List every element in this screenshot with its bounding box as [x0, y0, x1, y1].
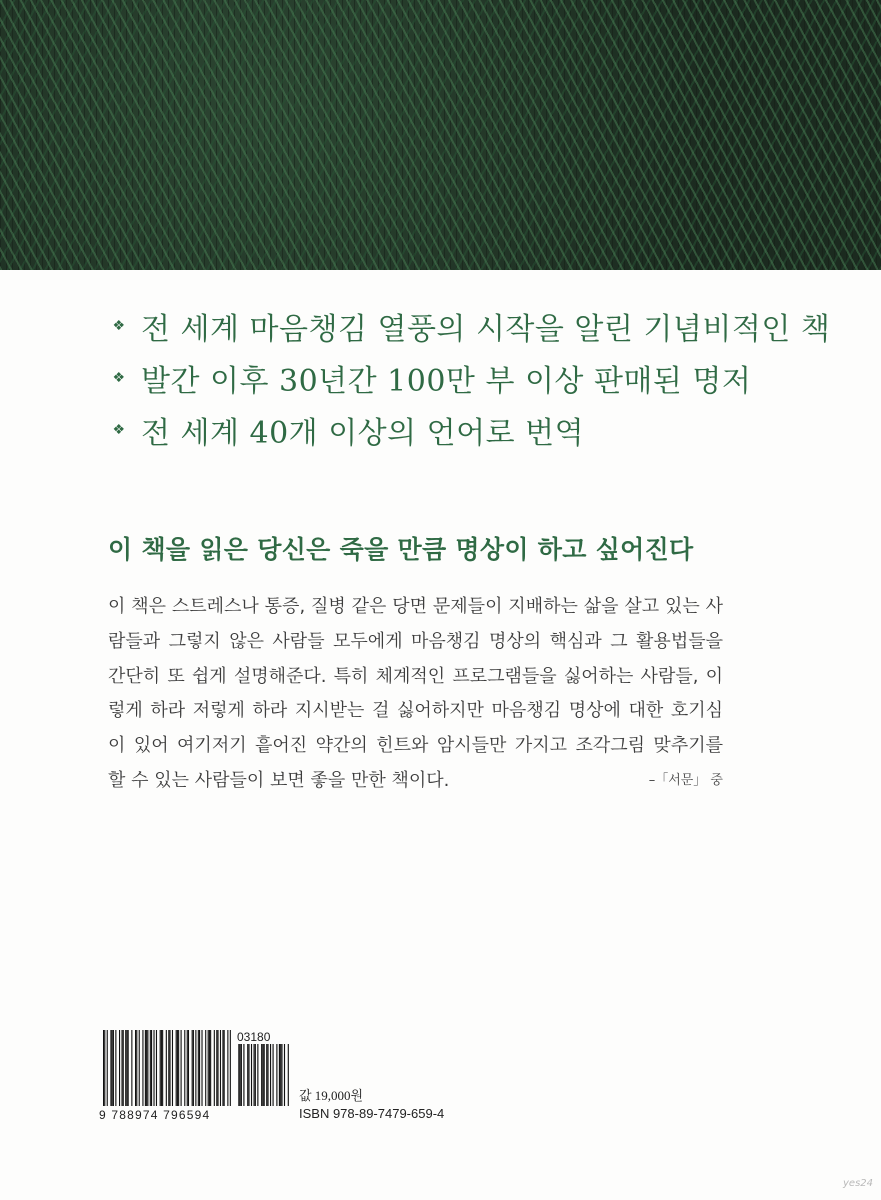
- barcode-bar: [241, 1044, 242, 1106]
- barcode-bar: [281, 1044, 282, 1106]
- barcode-bar: [266, 1044, 267, 1106]
- feature-text: 전 세계 마음챙김 열풍의 시작을 알린 기념비적인 책: [141, 312, 831, 347]
- headline: 이 책을 읽은 당신은 죽을 만큼 명상이 하고 싶어진다: [108, 535, 694, 564]
- barcode-bar: [222, 1030, 223, 1106]
- barcode-bar: [176, 1030, 177, 1106]
- barcode-bar: [192, 1030, 193, 1106]
- feature-bullets: [107, 300, 847, 456]
- barcode-bar: [247, 1044, 248, 1106]
- barcode-bar: [230, 1030, 231, 1106]
- barcode-bar: [119, 1030, 120, 1106]
- barcode-bar: [113, 1030, 114, 1106]
- barcode-bar: [195, 1030, 196, 1106]
- barcode-bar: [208, 1030, 209, 1106]
- barcode-number: 9 788974 796594: [99, 1108, 211, 1122]
- barcode-bar: [162, 1030, 163, 1106]
- barcode-bar: [121, 1030, 122, 1106]
- barcode-bar: [161, 1030, 162, 1106]
- barcode-bar: [288, 1044, 289, 1106]
- body-line: 람들과 그렇지 않은 사람들 모두에게 마음챙김 명상의 핵심과 그 활용법들을: [108, 630, 723, 652]
- barcode-bar: [139, 1030, 140, 1106]
- barcode-bar: [253, 1044, 254, 1106]
- feature-bullet: [107, 404, 847, 456]
- isbn: ISBN 978-89-7479-659-4: [299, 1106, 445, 1121]
- barcode-bar: [214, 1030, 215, 1106]
- barcode-bar: [243, 1044, 244, 1106]
- barcode-bar: [168, 1030, 169, 1106]
- barcode-bar: [257, 1044, 258, 1106]
- barcode-bar: [146, 1030, 147, 1106]
- body-line: 이 책은 스트레스나 통증, 질병 같은 당면 문제들이 지배하는 삶을 살고 있는 사: [108, 596, 723, 617]
- barcode-bar: [131, 1030, 132, 1106]
- barcode-bar: [187, 1030, 188, 1106]
- barcode-bar: [178, 1030, 179, 1106]
- barcode-bar: [199, 1030, 200, 1106]
- barcode-bar: [128, 1030, 129, 1106]
- barcode-bar: [181, 1030, 182, 1106]
- barcode-bar: [248, 1044, 249, 1106]
- barcode-bar: [238, 1044, 239, 1106]
- price: 값 19,000원: [299, 1088, 364, 1103]
- barcode-bar: [220, 1030, 221, 1106]
- barcode-bar: [198, 1030, 199, 1106]
- body-paragraph: [108, 590, 723, 799]
- barcode-bar: [251, 1044, 252, 1106]
- barcode-bar: [273, 1044, 274, 1106]
- diamond-bullet-icon: ❖: [112, 422, 126, 438]
- barcode-bar: [169, 1030, 170, 1106]
- barcode-bar: [172, 1030, 173, 1106]
- barcode-bar: [151, 1030, 152, 1106]
- barcode-bar: [276, 1044, 277, 1106]
- barcode-bar: [142, 1030, 143, 1106]
- feature-text: 전 세계 40개 이상의 언어로 번역: [141, 416, 585, 451]
- cover-pattern-band: [0, 0, 881, 270]
- barcode-bar: [224, 1030, 225, 1106]
- feature-bullet: [107, 352, 847, 404]
- barcode-bar: [279, 1044, 280, 1106]
- barcode-bar: [216, 1030, 217, 1106]
- barcode-bar: [210, 1030, 211, 1106]
- barcode-bar: [110, 1030, 111, 1106]
- barcode-bar: [147, 1030, 148, 1106]
- barcode-bar: [184, 1030, 185, 1106]
- body-line: 이 있어 여기저기 흩어진 약간의 힌트와 암시들만 가지고 조각그림 맞추기를: [108, 735, 723, 757]
- barcode-bar: [284, 1044, 285, 1106]
- barcode-bar: [240, 1044, 241, 1106]
- barcode-bar: [209, 1030, 210, 1106]
- barcode-bar: [255, 1044, 256, 1106]
- barcode-bar: [270, 1044, 271, 1106]
- barcode-bar: [153, 1030, 154, 1106]
- source-citation: –「서문」 중: [648, 772, 723, 788]
- body-line: 할 수 있는 사람들이 보면 좋을 만한 책이다.: [108, 769, 450, 791]
- barcode-bar: [201, 1030, 202, 1106]
- barcode-bar: [115, 1030, 116, 1106]
- barcode-bar: [193, 1030, 194, 1106]
- barcode-bar: [112, 1030, 113, 1106]
- barcode-bar: [136, 1030, 137, 1106]
- barcode-bar: [205, 1030, 206, 1106]
- barcode-bar: [104, 1030, 105, 1106]
- barcode-bar: [261, 1044, 262, 1106]
- barcode-bar: [177, 1030, 178, 1106]
- barcode-bar: [103, 1030, 104, 1106]
- barcode-bar: [217, 1030, 218, 1106]
- barcode-bar: [166, 1030, 167, 1106]
- feature-bullet: [107, 300, 847, 352]
- barcode-bar: [123, 1030, 124, 1106]
- barcode-bar: [160, 1030, 161, 1106]
- barcode-bar: [188, 1030, 189, 1106]
- barcode-bar: [126, 1030, 127, 1106]
- barcode-bar: [125, 1030, 126, 1106]
- barcode-bar: [107, 1030, 108, 1106]
- diamond-bullet-icon: ❖: [112, 370, 126, 386]
- body-line-last: [108, 764, 723, 799]
- barcode-bar: [264, 1044, 265, 1106]
- diamond-bullet-icon: ❖: [112, 318, 126, 334]
- feature-text: 발간 이후 30년간 100만 부 이상 판매된 명저: [141, 364, 752, 399]
- barcode-bar: [262, 1044, 263, 1106]
- barcode-bar: [267, 1044, 268, 1106]
- body-line: 렇게 하라 저렇게 하라 지시받는 걸 싫어하지만 마음챙김 명상에 대한 호기심: [108, 700, 723, 722]
- barcode-bar: [150, 1030, 151, 1106]
- barcode-add-on-code: 03180: [237, 1030, 271, 1044]
- barcode-bar: [156, 1030, 157, 1106]
- watermark: yes24: [843, 1178, 874, 1189]
- body-line: 간단히 또 쉽게 설명해준다. 특히 체계적인 프로그램들을 싫어하는 사람들, 이: [108, 665, 723, 687]
- barcode-bar: [280, 1044, 281, 1106]
- barcode-bar: [145, 1030, 146, 1106]
- barcode-bar: [227, 1030, 228, 1106]
- barcode-bar: [135, 1030, 136, 1106]
